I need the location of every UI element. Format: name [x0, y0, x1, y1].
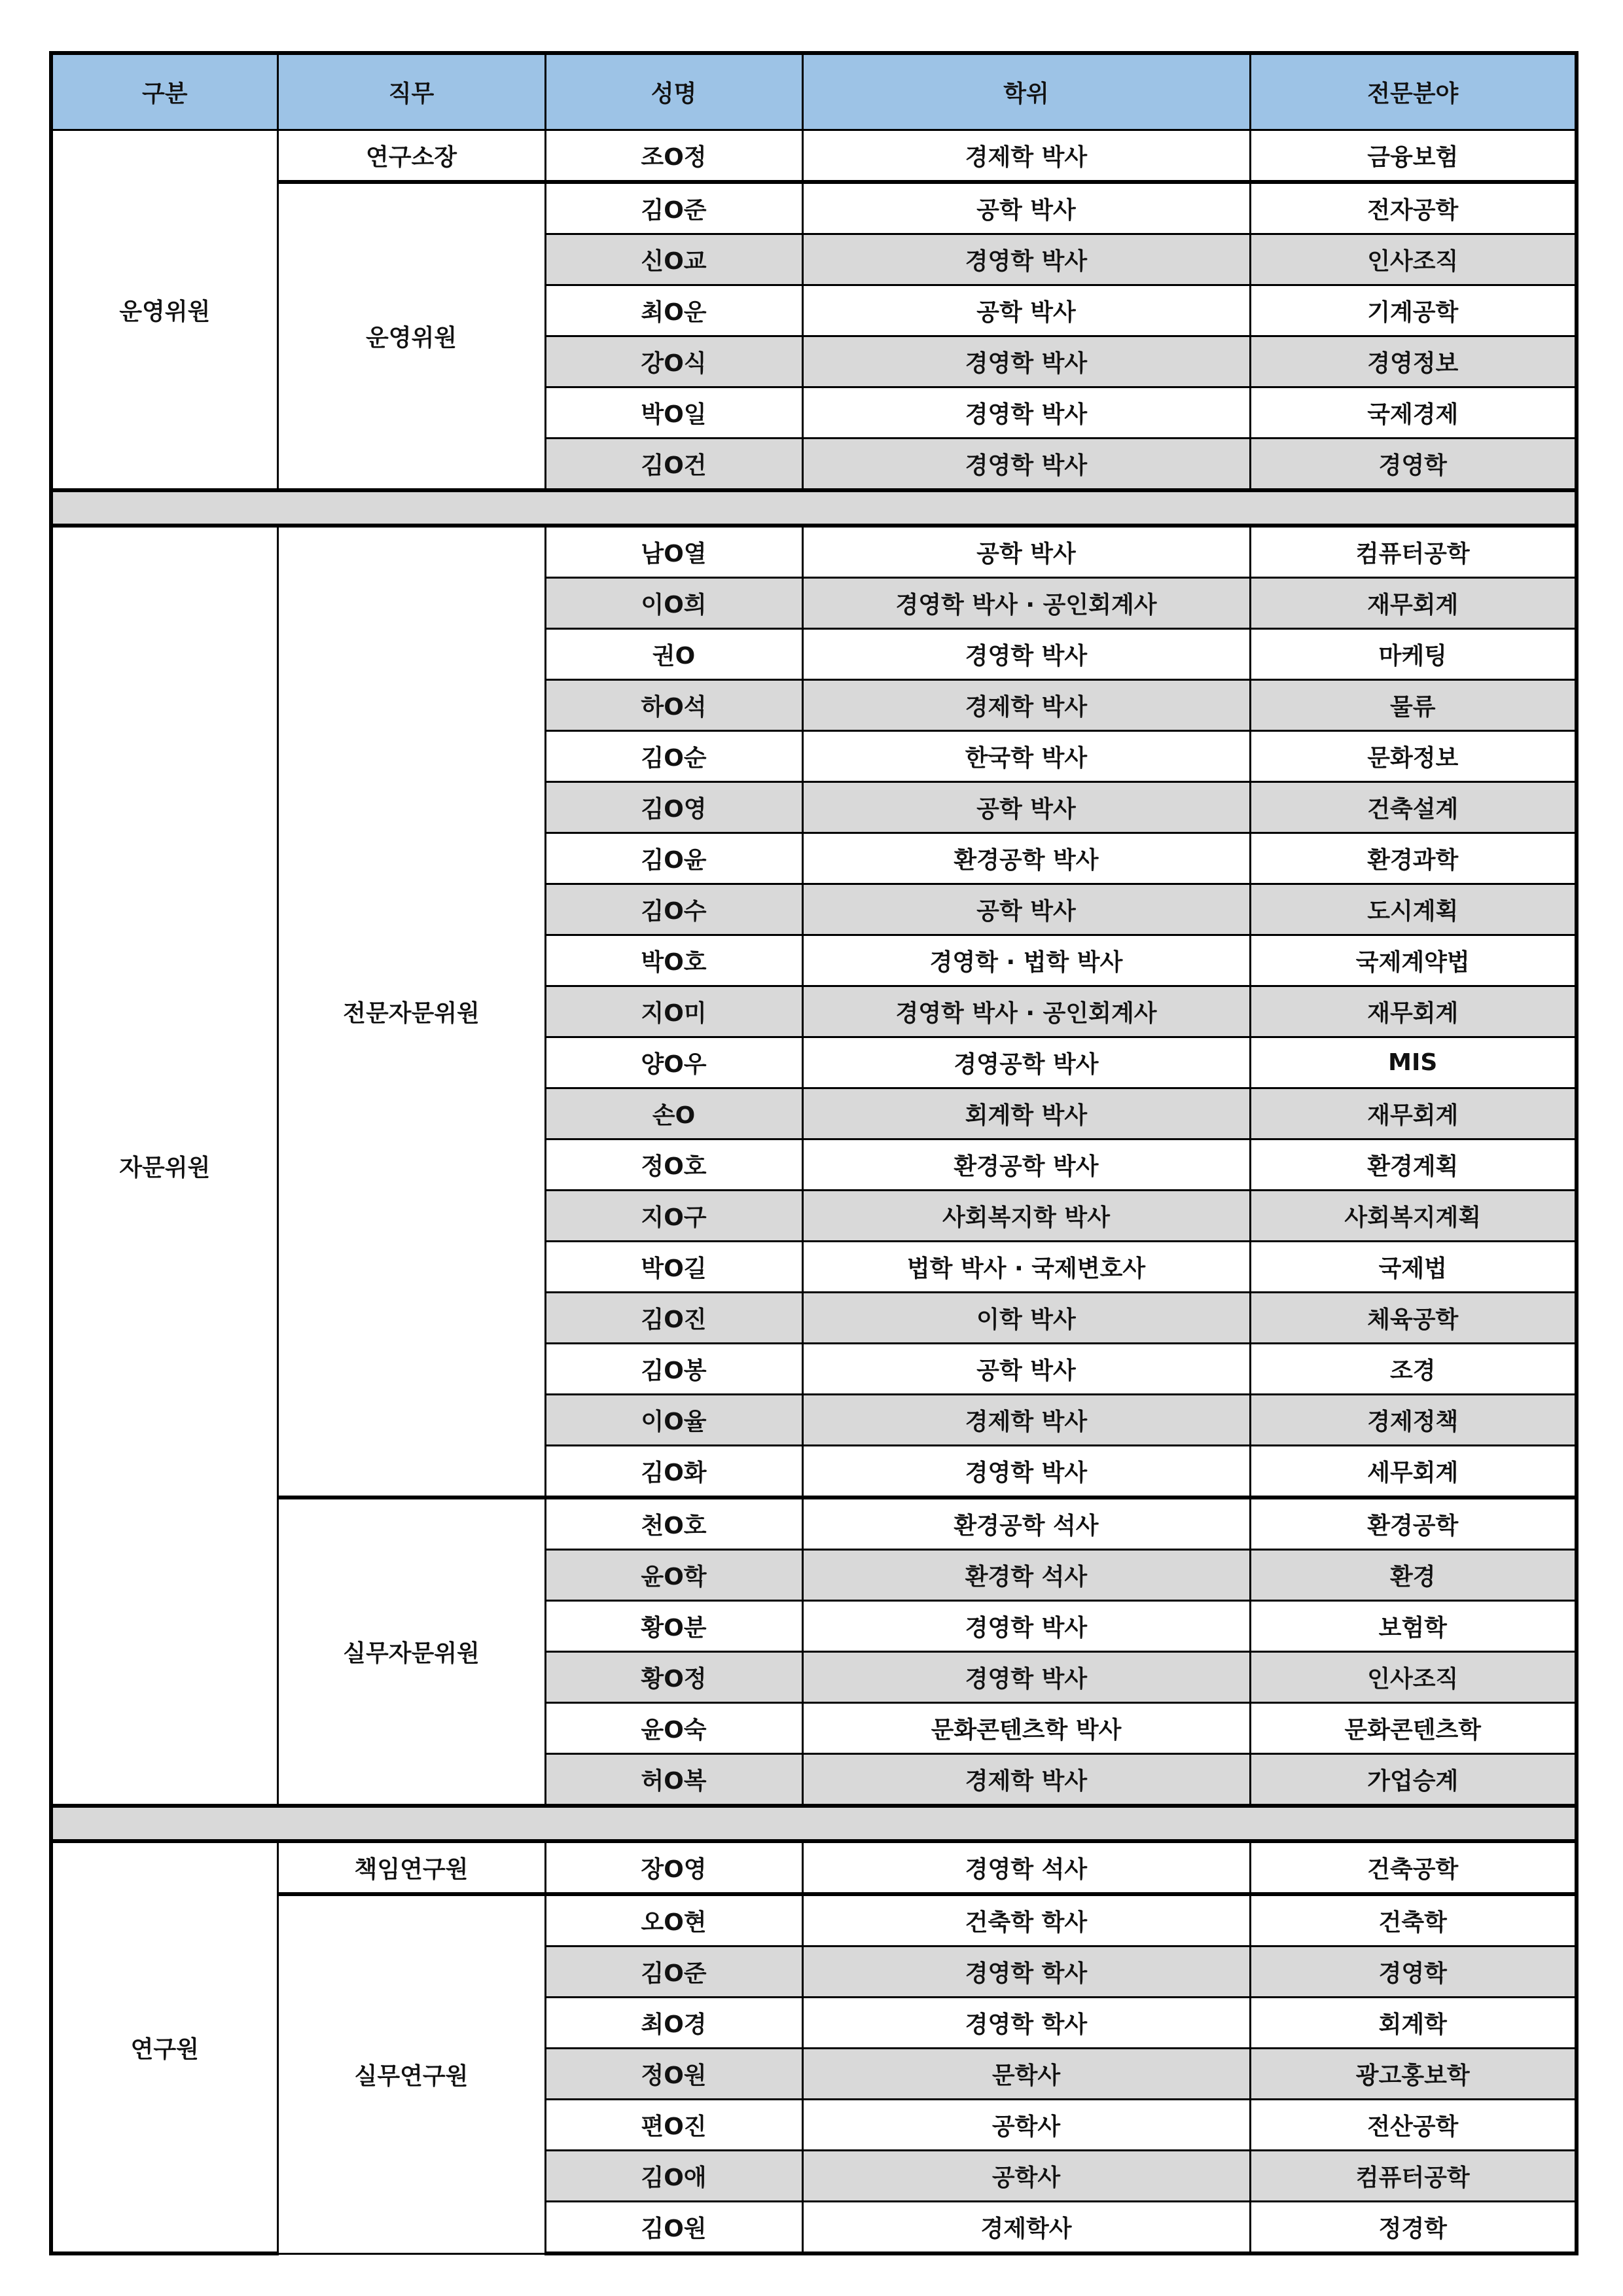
member-field-cell: 도시계획: [1250, 884, 1577, 935]
role-cell: 실무연구원: [277, 1894, 545, 2253]
member-name-cell: 장O영: [545, 1841, 802, 1894]
member-field-cell: 재무회계: [1250, 986, 1577, 1037]
member-degree-cell: 경제학사: [802, 2202, 1250, 2254]
member-field-cell: 사회복지계획: [1250, 1191, 1577, 1242]
role-cell: 책임연구원: [277, 1841, 545, 1894]
member-name-cell: 김O순: [545, 731, 802, 782]
member-degree-cell: 환경공학 박사: [802, 833, 1250, 884]
member-name-cell: 황O정: [545, 1652, 802, 1703]
member-field-cell: 건축학: [1250, 1894, 1577, 1946]
category-cell: 연구원: [51, 1841, 277, 2253]
member-field-cell: 문화정보: [1250, 731, 1577, 782]
member-name-cell: 김O화: [545, 1446, 802, 1498]
member-degree-cell: 경영공학 박사: [802, 1037, 1250, 1088]
member-name-cell: 박O호: [545, 935, 802, 986]
category-cell: 운영위원: [51, 130, 277, 491]
member-degree-cell: 경영학 박사: [802, 439, 1250, 491]
table-row: [51, 1841, 1577, 1894]
member-field-cell: 재무회계: [1250, 578, 1577, 629]
member-degree-cell: 경제학 박사: [802, 680, 1250, 731]
group-separator-row: [51, 490, 1577, 526]
member-name-cell: 지O미: [545, 986, 802, 1037]
member-degree-cell: 문학사: [802, 2049, 1250, 2100]
member-degree-cell: 경영학 석사: [802, 1841, 1250, 1894]
member-field-cell: 보험학: [1250, 1601, 1577, 1652]
member-field-cell: 환경공학: [1250, 1498, 1577, 1550]
member-degree-cell: 경제학 박사: [802, 1395, 1250, 1446]
member-degree-cell: 경제학 박사: [802, 1754, 1250, 1806]
group-separator-row: [51, 1806, 1577, 1841]
member-field-cell: 컴퓨터공학: [1250, 526, 1577, 578]
member-field-cell: 컴퓨터공학: [1250, 2151, 1577, 2202]
member-field-cell: 광고홍보학: [1250, 2049, 1577, 2100]
member-field-cell: 문화콘텐츠학: [1250, 1703, 1577, 1754]
member-degree-cell: 공학 박사: [802, 782, 1250, 833]
role-cell: 운영위원: [277, 182, 545, 490]
member-degree-cell: 환경공학 박사: [802, 1139, 1250, 1191]
header-role: 직무: [277, 53, 545, 130]
member-name-cell: 정O원: [545, 2049, 802, 2100]
member-degree-cell: 경영학 · 법학 박사: [802, 935, 1250, 986]
member-field-cell: 체육공학: [1250, 1293, 1577, 1344]
separator-band: [51, 490, 1577, 526]
member-field-cell: 환경계획: [1250, 1139, 1577, 1191]
member-name-cell: 이O율: [545, 1395, 802, 1446]
member-name-cell: 김O원: [545, 2202, 802, 2254]
member-name-cell: 손O: [545, 1088, 802, 1139]
member-name-cell: 박O길: [545, 1242, 802, 1293]
member-degree-cell: 공학 박사: [802, 884, 1250, 935]
member-name-cell: 편O진: [545, 2100, 802, 2151]
member-degree-cell: 공학 박사: [802, 526, 1250, 578]
member-field-cell: 인사조직: [1250, 1652, 1577, 1703]
table-row: [51, 130, 1577, 183]
member-field-cell: 건축설계: [1250, 782, 1577, 833]
member-name-cell: 조O정: [545, 130, 802, 183]
member-degree-cell: 회계학 박사: [802, 1088, 1250, 1139]
member-field-cell: 환경과학: [1250, 833, 1577, 884]
member-degree-cell: 경영학 박사: [802, 336, 1250, 387]
member-degree-cell: 공학 박사: [802, 182, 1250, 234]
member-degree-cell: 경영학 박사 · 공인회계사: [802, 578, 1250, 629]
member-name-cell: 허O복: [545, 1754, 802, 1806]
member-degree-cell: 법학 박사 · 국제변호사: [802, 1242, 1250, 1293]
member-name-cell: 최O경: [545, 1998, 802, 2049]
member-field-cell: 세무회계: [1250, 1446, 1577, 1498]
member-name-cell: 오O현: [545, 1894, 802, 1946]
member-name-cell: 하O석: [545, 680, 802, 731]
member-degree-cell: 환경학 석사: [802, 1550, 1250, 1601]
member-field-cell: 금융보험: [1250, 130, 1577, 183]
member-name-cell: 김O진: [545, 1293, 802, 1344]
member-degree-cell: 경영학 학사: [802, 1998, 1250, 2049]
member-field-cell: 국제법: [1250, 1242, 1577, 1293]
member-degree-cell: 경영학 박사: [802, 1446, 1250, 1498]
member-name-cell: 김O영: [545, 782, 802, 833]
member-degree-cell: 경영학 박사: [802, 1652, 1250, 1703]
table-row: [51, 1894, 1577, 1946]
member-field-cell: 조경: [1250, 1344, 1577, 1395]
member-name-cell: 최O운: [545, 285, 802, 336]
category-cell: 자문위원: [51, 526, 277, 1806]
member-name-cell: 김O봉: [545, 1344, 802, 1395]
member-name-cell: 박O일: [545, 387, 802, 439]
role-cell: 전문자문위원: [277, 526, 545, 1498]
table-row: [51, 526, 1577, 578]
member-degree-cell: 경영학 박사: [802, 629, 1250, 680]
member-degree-cell: 경영학 학사: [802, 1946, 1250, 1998]
member-field-cell: 인사조직: [1250, 234, 1577, 285]
member-field-cell: 경영학: [1250, 439, 1577, 491]
member-field-cell: 전산공학: [1250, 2100, 1577, 2151]
header-category: 구분: [51, 53, 277, 130]
member-name-cell: 황O분: [545, 1601, 802, 1652]
member-name-cell: 김O수: [545, 884, 802, 935]
member-field-cell: 물류: [1250, 680, 1577, 731]
table-body: [51, 130, 1577, 2254]
member-field-cell: 경영학: [1250, 1946, 1577, 1998]
member-degree-cell: 경영학 박사: [802, 234, 1250, 285]
member-name-cell: 이O희: [545, 578, 802, 629]
member-field-cell: 경제정책: [1250, 1395, 1577, 1446]
member-name-cell: 김O준: [545, 182, 802, 234]
member-degree-cell: 건축학 학사: [802, 1894, 1250, 1946]
member-degree-cell: 경영학 박사: [802, 387, 1250, 439]
separator-band: [51, 1806, 1577, 1841]
member-degree-cell: 경영학 박사: [802, 1601, 1250, 1652]
member-degree-cell: 공학사: [802, 2100, 1250, 2151]
member-degree-cell: 경영학 박사 · 공인회계사: [802, 986, 1250, 1037]
member-name-cell: 윤O학: [545, 1550, 802, 1601]
header-field: 전문분야: [1250, 53, 1577, 130]
member-field-cell: 재무회계: [1250, 1088, 1577, 1139]
member-name-cell: 권O: [545, 629, 802, 680]
member-field-cell: 전자공학: [1250, 182, 1577, 234]
member-field-cell: 건축공학: [1250, 1841, 1577, 1894]
member-degree-cell: 경제학 박사: [802, 130, 1250, 183]
member-name-cell: 김O윤: [545, 833, 802, 884]
member-degree-cell: 환경공학 석사: [802, 1498, 1250, 1550]
member-field-cell: 회계학: [1250, 1998, 1577, 2049]
member-field-cell: 국제계약법: [1250, 935, 1577, 986]
table-header-row: [51, 53, 1577, 130]
member-field-cell: 기계공학: [1250, 285, 1577, 336]
staff-roster-table: [49, 51, 1578, 2255]
member-name-cell: 양O우: [545, 1037, 802, 1088]
table-row: [51, 1498, 1577, 1550]
header-name: 성명: [545, 53, 802, 130]
member-degree-cell: 공학 박사: [802, 285, 1250, 336]
member-name-cell: 윤O숙: [545, 1703, 802, 1754]
member-degree-cell: 이학 박사: [802, 1293, 1250, 1344]
member-degree-cell: 공학 박사: [802, 1344, 1250, 1395]
member-name-cell: 지O구: [545, 1191, 802, 1242]
member-field-cell: 정경학: [1250, 2202, 1577, 2254]
table-row: [51, 182, 1577, 234]
member-name-cell: 김O준: [545, 1946, 802, 1998]
member-field-cell: 가업승계: [1250, 1754, 1577, 1806]
member-degree-cell: 한국학 박사: [802, 731, 1250, 782]
member-field-cell: 환경: [1250, 1550, 1577, 1601]
role-cell: 연구소장: [277, 130, 545, 183]
member-name-cell: 천O호: [545, 1498, 802, 1550]
member-name-cell: 강O식: [545, 336, 802, 387]
header-degree: 학위: [802, 53, 1250, 130]
member-name-cell: 김O애: [545, 2151, 802, 2202]
member-field-cell: MIS: [1250, 1037, 1577, 1088]
member-field-cell: 마케팅: [1250, 629, 1577, 680]
role-cell: 실무자문위원: [277, 1498, 545, 1806]
member-degree-cell: 공학사: [802, 2151, 1250, 2202]
member-name-cell: 남O열: [545, 526, 802, 578]
member-name-cell: 김O건: [545, 439, 802, 491]
member-name-cell: 정O호: [545, 1139, 802, 1191]
member-field-cell: 경영정보: [1250, 336, 1577, 387]
member-degree-cell: 사회복지학 박사: [802, 1191, 1250, 1242]
member-field-cell: 국제경제: [1250, 387, 1577, 439]
member-degree-cell: 문화콘텐츠학 박사: [802, 1703, 1250, 1754]
member-name-cell: 신O교: [545, 234, 802, 285]
